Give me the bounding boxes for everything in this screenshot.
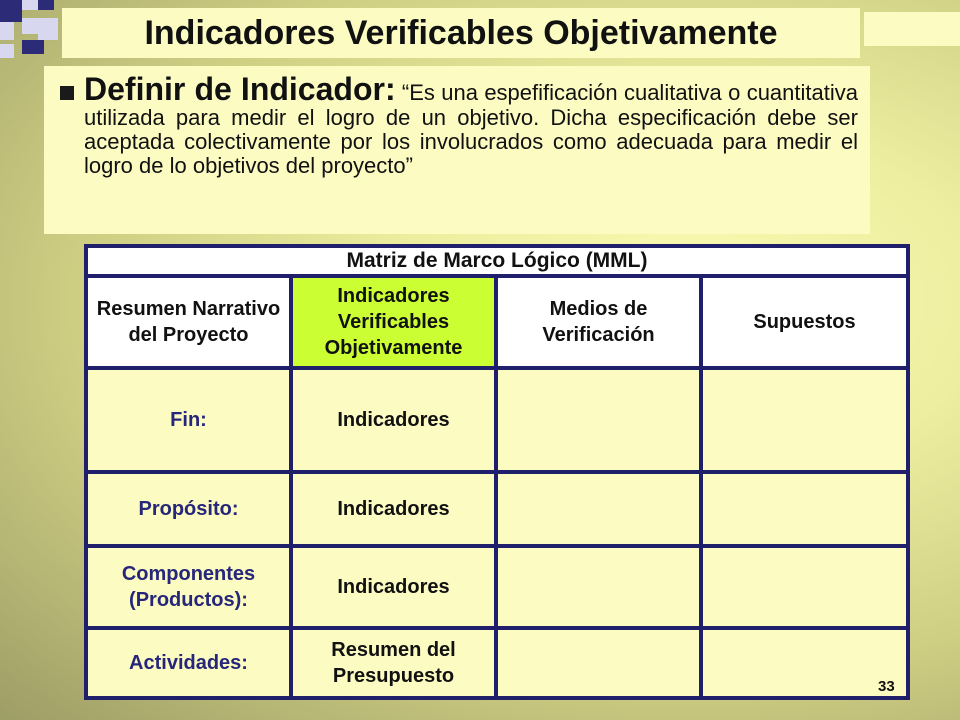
page-number: 33 — [878, 678, 895, 695]
row-label-componentes: Componentes (Productos): — [86, 546, 291, 628]
verification-cell-componentes — [496, 546, 701, 628]
title-bar — [62, 8, 860, 58]
slide-title: Indicadores Verificables Objetivamente — [144, 13, 778, 52]
indicator-cell-actividades: Resumen del Presupuesto — [291, 628, 496, 698]
column-header-assumptions: Supuestos — [701, 276, 908, 368]
verification-cell-proposito — [496, 472, 701, 546]
assumptions-cell-proposito — [701, 472, 908, 546]
bullet-square-icon — [60, 86, 74, 100]
verification-cell-fin — [496, 368, 701, 472]
column-header-narrative: Resumen Narrativo del Proyecto — [86, 276, 291, 368]
definition-term: Definir de Indicador: — [84, 71, 396, 107]
verification-cell-actividades — [496, 628, 701, 698]
row-label-actividades: Actividades: — [86, 628, 291, 698]
row-label-fin: Fin: — [86, 368, 291, 472]
logical-framework-matrix — [84, 244, 910, 700]
row-label-proposito: Propósito: — [86, 472, 291, 546]
definition-text — [84, 72, 858, 178]
matrix-title: Matriz de Marco Lógico (MML) — [86, 246, 908, 276]
indicator-cell-proposito: Indicadores — [291, 472, 496, 546]
indicator-cell-fin: Indicadores — [291, 368, 496, 472]
indicator-cell-componentes: Indicadores — [291, 546, 496, 628]
assumptions-cell-componentes — [701, 546, 908, 628]
column-header-indicators: Indicadores Verificables Objetivamente — [291, 276, 496, 368]
definition-body: “Es una espefificación cualitativa o cuantitativa utilizada para medir el logro de un objetivo. Dicha especificación debe ser aceptada colectivamente por los involucrados como adecuada para medir el logro de lo objetivos del proyecto” — [84, 80, 858, 178]
column-header-verification: Medios de Verificación — [496, 276, 701, 368]
assumptions-cell-fin — [701, 368, 908, 472]
title-bar-extension — [864, 12, 960, 46]
assumptions-cell-actividades — [701, 628, 908, 698]
